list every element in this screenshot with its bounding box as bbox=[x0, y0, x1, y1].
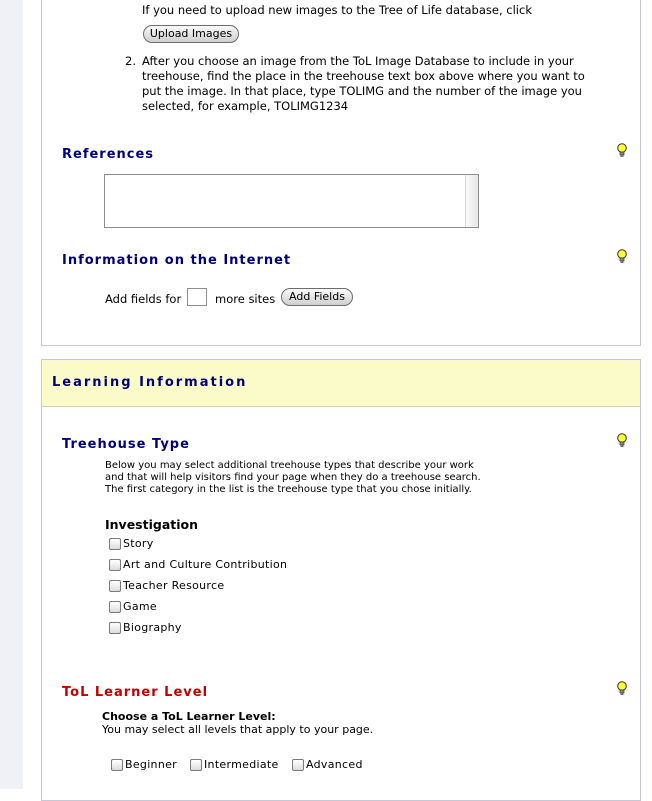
lightbulb-icon[interactable] bbox=[616, 433, 628, 447]
biography-checkbox[interactable] bbox=[109, 622, 121, 634]
advanced-checkbox[interactable] bbox=[292, 759, 304, 771]
lightbulb-icon[interactable] bbox=[616, 681, 628, 695]
add-fields-suffix: more sites bbox=[215, 292, 276, 306]
learner-level-hint: You may select all levels that apply to your page. bbox=[102, 723, 374, 736]
step-line-2: treehouse, find the place in the treehouse text box above where you want to bbox=[142, 69, 585, 83]
textarea-scrollbar[interactable] bbox=[465, 175, 478, 227]
intermediate-label: Intermediate bbox=[204, 758, 279, 771]
lightbulb-icon[interactable] bbox=[616, 249, 628, 263]
learner-level-prompt: Choose a ToL Learner Level: bbox=[102, 710, 276, 723]
treehouse-type-desc-2: and that will help visitors find your page when they do a treehouse search. bbox=[105, 472, 481, 483]
art-culture-checkbox[interactable] bbox=[109, 559, 121, 571]
story-checkbox[interactable] bbox=[109, 538, 121, 550]
content-panel-upper bbox=[41, 0, 641, 346]
lightbulb-icon[interactable] bbox=[616, 143, 628, 157]
upload-hint-text: If you need to upload new images to the Tree of Life database, click bbox=[142, 3, 532, 17]
add-fields-button[interactable]: Add Fields bbox=[281, 288, 353, 306]
references-heading: References bbox=[62, 147, 155, 162]
internet-heading: Information on the Internet bbox=[62, 253, 292, 268]
treehouse-type-desc-3: The first category in the list is the treehouse type that you chose initially. bbox=[105, 484, 472, 495]
beginner-label: Beginner bbox=[125, 758, 177, 771]
biography-label: Biography bbox=[123, 621, 182, 634]
references-textarea[interactable] bbox=[104, 174, 479, 228]
treehouse-type-heading: Treehouse Type bbox=[62, 437, 190, 452]
game-label: Game bbox=[123, 600, 157, 613]
step-line-1: After you choose an image from the ToL Image Database to include in your bbox=[142, 54, 574, 68]
left-margin-bar bbox=[0, 0, 23, 789]
add-fields-prefix: Add fields for bbox=[105, 292, 182, 306]
learner-level-heading: ToL Learner Level bbox=[62, 685, 209, 700]
step-number: 2. bbox=[125, 54, 136, 68]
learning-information-panel bbox=[41, 359, 641, 801]
site-count-input[interactable] bbox=[187, 288, 207, 306]
intermediate-checkbox[interactable] bbox=[190, 759, 202, 771]
art-culture-label: Art and Culture Contribution bbox=[123, 558, 288, 571]
game-checkbox[interactable] bbox=[109, 601, 121, 613]
upload-images-button[interactable]: Upload Images bbox=[143, 25, 239, 43]
current-treehouse-type: Investigation bbox=[105, 517, 199, 532]
learning-section-title: Learning Information bbox=[52, 375, 248, 390]
story-label: Story bbox=[123, 537, 154, 550]
treehouse-type-desc-1: Below you may select additional treehouse types that describe your work bbox=[105, 460, 474, 471]
learning-section-header bbox=[42, 360, 640, 407]
beginner-checkbox[interactable] bbox=[111, 759, 123, 771]
step-line-4: selected, for example, TOLIMG1234 bbox=[142, 99, 349, 113]
teacher-resource-checkbox[interactable] bbox=[109, 580, 121, 592]
teacher-resource-label: Teacher Resource bbox=[123, 579, 225, 592]
advanced-label: Advanced bbox=[306, 758, 363, 771]
step-line-3: put the image. In that place, type TOLIMG and the number of the image you bbox=[142, 84, 582, 98]
